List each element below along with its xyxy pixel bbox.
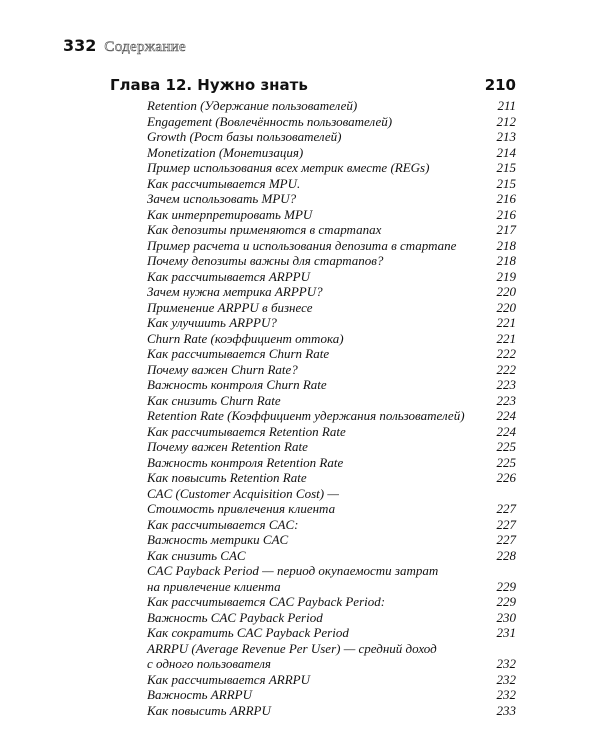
toc-entry-page: 233 (496, 702, 516, 718)
toc-entry-page: 216 (496, 191, 516, 206)
toc-entry[interactable] (147, 238, 516, 254)
running-title: Содержание (104, 39, 187, 55)
chapter-heading[interactable] (110, 76, 516, 98)
toc-entry[interactable] (147, 517, 516, 533)
toc-entry-title: Почему важен Retention Rate (147, 439, 308, 454)
toc-entry-title: Как рассчитывается ARRPU (147, 671, 310, 687)
toc-entry-page: 230 (496, 609, 516, 625)
toc-entry-title: Как повысить ARRPU (147, 702, 271, 718)
toc-entry-page: 214 (496, 144, 516, 160)
toc-entry-page: 220 (496, 299, 516, 315)
toc-entry-title: Как интерпретировать MPU (147, 206, 313, 222)
toc-entry-page: 232 (496, 687, 516, 702)
table-of-contents (110, 76, 516, 718)
toc-entry-title: Как рассчитывается MPU. (147, 175, 301, 191)
toc-entry[interactable] (147, 563, 516, 594)
chapter-title: Глава 12. Нужно знать (110, 76, 308, 94)
toc-entry-page: 224 (496, 408, 516, 423)
toc-entry-title: Зачем нужна метрика ARPPU? (147, 284, 323, 299)
toc-entry-title: Почему депозиты важны для стартапов? (147, 253, 384, 268)
toc-entry-page: 227 (496, 501, 516, 516)
toc-entry[interactable] (147, 610, 516, 626)
toc-entry-title: Важность метрики CAC (147, 532, 289, 547)
toc-entry-title: CAC (Customer Acquisition Cost) — Стоимость привлечения клиента (147, 485, 339, 516)
toc-entry-page: 223 (496, 377, 516, 392)
chapter-page: 210 (484, 76, 516, 94)
toc-entry[interactable] (147, 129, 516, 145)
toc-entry[interactable] (147, 331, 516, 347)
toc-entry-page: 229 (496, 578, 516, 594)
toc-entry[interactable] (147, 284, 516, 300)
toc-entry[interactable] (147, 377, 516, 393)
toc-entry[interactable] (147, 362, 516, 378)
toc-entry-title: ARRPU (Average Revenue Per User) — средний доход с одного пользователя (147, 640, 437, 671)
toc-entry[interactable] (147, 191, 516, 207)
toc-entry-page: 227 (496, 532, 516, 547)
toc-entry-title: Engagement (Вовлечённость пользователей) (147, 113, 393, 129)
toc-entry-page: 211 (497, 98, 516, 113)
toc-entry[interactable] (147, 393, 516, 409)
toc-entry-page: 227 (496, 516, 516, 532)
toc-entry[interactable] (147, 269, 516, 285)
toc-entry[interactable] (147, 176, 516, 192)
toc-entry-page: 218 (496, 237, 516, 253)
toc-entry-page: 213 (496, 129, 516, 144)
page-header (63, 36, 186, 56)
toc-entry-title: Как рассчитывается ARPPU (147, 268, 310, 284)
toc-entry-title: CAC Payback Period — период окупаемости затрат на привлечение клиента (147, 563, 439, 594)
toc-entry-page: 216 (496, 206, 516, 222)
toc-entry-title: Как рассчитывается CAC Payback Period: (147, 594, 386, 609)
toc-entry-page: 215 (496, 160, 516, 175)
toc-entry-page: 221 (496, 315, 516, 330)
toc-entry[interactable] (147, 207, 516, 223)
toc-entry-title: Почему важен Churn Rate? (147, 361, 298, 377)
toc-entry[interactable] (147, 424, 516, 440)
toc-entry-title: Важность контроля Churn Rate (147, 377, 327, 392)
toc-entry-page: 225 (496, 439, 516, 454)
toc-entry-page: 222 (496, 346, 516, 361)
toc-entry-title: Retention Rate (Коэффициент удержания пользователей) (147, 408, 465, 423)
toc-entry[interactable] (147, 625, 516, 641)
toc-entries (147, 98, 516, 718)
toc-entry-title: Пример расчета и использования депозита в стартапе (147, 237, 457, 253)
toc-entry-page: 218 (496, 253, 516, 268)
toc-entry[interactable] (147, 470, 516, 486)
toc-entry-title: Как повысить Retention Rate (147, 470, 307, 485)
toc-entry-page: 221 (496, 330, 516, 346)
toc-entry[interactable] (147, 455, 516, 471)
toc-entry-page: 215 (496, 175, 516, 191)
toc-entry-title: Как снизить CAC (147, 547, 246, 563)
toc-entry[interactable] (147, 672, 516, 688)
toc-entry-title: Пример использования всех метрик вместе (REGs) (147, 160, 430, 175)
toc-entry[interactable] (147, 114, 516, 130)
toc-entry-title: Как сократить CAC Payback Period (147, 625, 349, 640)
toc-entry-title: Churn Rate (коэффициент оттока) (147, 330, 344, 346)
toc-entry[interactable] (147, 145, 516, 161)
toc-entry-page: 219 (496, 268, 516, 284)
toc-entry-page: 228 (496, 547, 516, 563)
toc-entry[interactable] (147, 532, 516, 548)
toc-entry-title: Growth (Рост базы пользователей) (147, 129, 342, 144)
toc-entry[interactable] (147, 641, 516, 672)
toc-entry-title: Важность ARRPU (147, 687, 252, 702)
toc-entry-title: Как депозиты применяются в стартапах (147, 222, 382, 237)
toc-entry[interactable] (147, 160, 516, 176)
toc-entry[interactable] (147, 486, 516, 517)
toc-entry[interactable] (147, 408, 516, 424)
toc-entry-title: Зачем использовать MPU? (147, 191, 297, 206)
toc-entry-page: 222 (496, 361, 516, 377)
page-number: 332 (63, 36, 97, 55)
toc-entry[interactable] (147, 594, 516, 610)
toc-entry[interactable] (147, 300, 516, 316)
toc-entry[interactable] (147, 548, 516, 564)
toc-entry[interactable] (147, 222, 516, 238)
toc-entry-page: 217 (496, 222, 516, 237)
toc-entry[interactable] (147, 253, 516, 269)
toc-entry-title: Monetization (Монетизация) (147, 144, 304, 160)
toc-entry-page: 224 (496, 423, 516, 439)
toc-entry-page: 231 (496, 625, 516, 640)
toc-entry[interactable] (147, 687, 516, 703)
toc-entry[interactable] (147, 439, 516, 455)
toc-entry-title: Важность контроля Retention Rate (147, 454, 344, 470)
toc-entry-title: Как рассчитывается CAC: (147, 516, 299, 532)
toc-entry-title: Как улучшить ARPPU? (147, 315, 277, 330)
toc-entry-title: Как снизить Churn Rate (147, 392, 281, 408)
toc-entry-title: Важность CAC Payback Period (147, 609, 323, 625)
toc-entry-page: 223 (496, 392, 516, 408)
toc-entry[interactable] (147, 346, 516, 362)
toc-entry-title: Применение ARPPU в бизнесе (147, 299, 313, 315)
toc-entry-title: Как рассчитывается Churn Rate (147, 346, 330, 361)
toc-entry-page: 220 (496, 284, 516, 299)
toc-entry-page: 212 (496, 113, 516, 129)
toc-entry-page: 232 (496, 671, 516, 687)
toc-entry-title: Retention (Удержание пользователей) (147, 98, 358, 113)
toc-entry-title: Как рассчитывается Retention Rate (147, 423, 346, 439)
toc-entry[interactable] (147, 703, 516, 719)
toc-entry-page: 225 (496, 454, 516, 470)
toc-entry[interactable] (147, 315, 516, 331)
toc-entry-page: 229 (496, 594, 516, 609)
toc-entry[interactable] (147, 98, 516, 114)
toc-entry-page: 232 (496, 656, 516, 671)
toc-entry-page: 226 (496, 470, 516, 485)
